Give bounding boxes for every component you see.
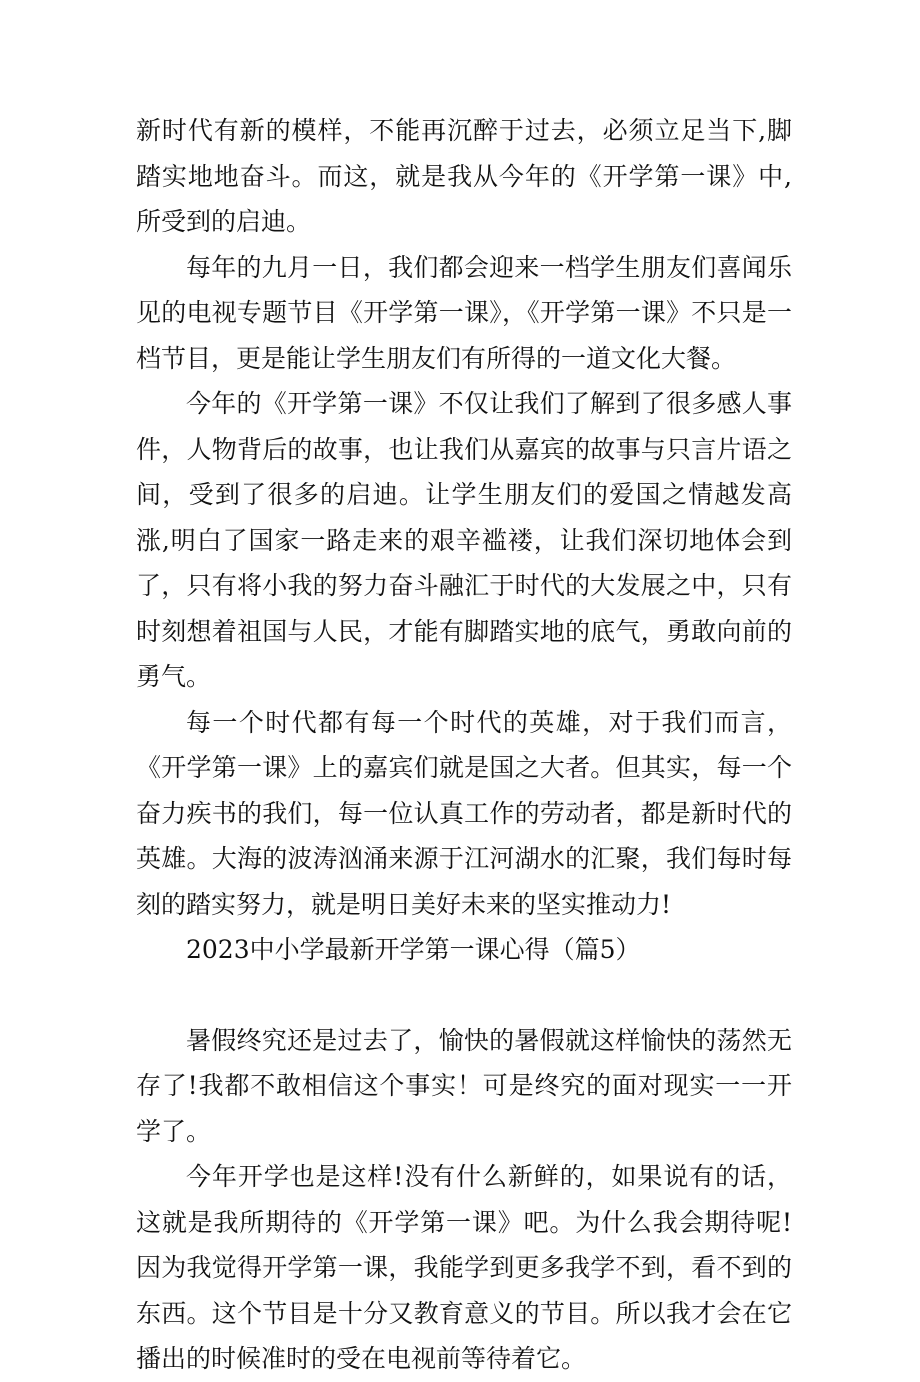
section-heading: 2023中小学最新开学第一课心得（篇5）: [186, 935, 641, 964]
paragraph-2: 每年的九月一日，我们都会迎来一档学生朋友们喜闻乐见的电视专题节目《开学第一课》，《开学第一课》不只是一档节目，更是能让学生朋友们有所得的一道文化大餐。: [136, 252, 792, 373]
paragraph-5: 暑假终究还是过去了，愉快的暑假就这样愉快的荡然无存了!我都不敢相信这个事实！可是终究的面对现实一一开学了。: [136, 1025, 792, 1146]
paragraph-4: 每一个时代都有每一个时代的英雄，对于我们而言，《开学第一课》上的嘉宾们就是国之大者。但其实，每一个奋力疾书的我们，每一位认真工作的劳动者，都是新时代的英雄。大海的波涛汹涌来源于江河湖水的汇聚，我们每时每刻的踏实努力，就是明日美好未来的坚实推动力!: [136, 707, 792, 919]
paragraph-6: 今年开学也是这样!没有什么新鲜的，如果说有的话，这就是我所期待的《开学第一课》吧。为什么我会期待呢!因为我觉得开学第一课，我能学到更多我学不到，看不到的东西。这个节目是十分又教育意义的节目。所以我才会在它播出的时候准时的受在电视前等待着它。: [136, 1162, 792, 1373]
blank-line: [136, 973, 792, 1018]
paragraph-1: 新时代有新的模样，不能再沉醉于过去，必须立足当下,脚踏实地地奋斗。而这，就是我从今年的《开学第一课》中,所受到的启迪。: [136, 116, 792, 236]
document-body: [136, 108, 792, 1382]
paragraph-3: 今年的《开学第一课》不仅让我们了解到了很多感人事件，人物背后的故事，也让我们从嘉宾的故事与只言片语之间，受到了很多的启迪。让学生朋友们的爱国之情越发高涨,明白了国家一路走来的艰辛褴褛，让我们深切地体会到了，只有将小我的努力奋斗融汇于时代的大发展之中，只有时刻想着祖国与人民，才能有脚踏实地的底气，勇敢向前的勇气。: [136, 389, 792, 691]
